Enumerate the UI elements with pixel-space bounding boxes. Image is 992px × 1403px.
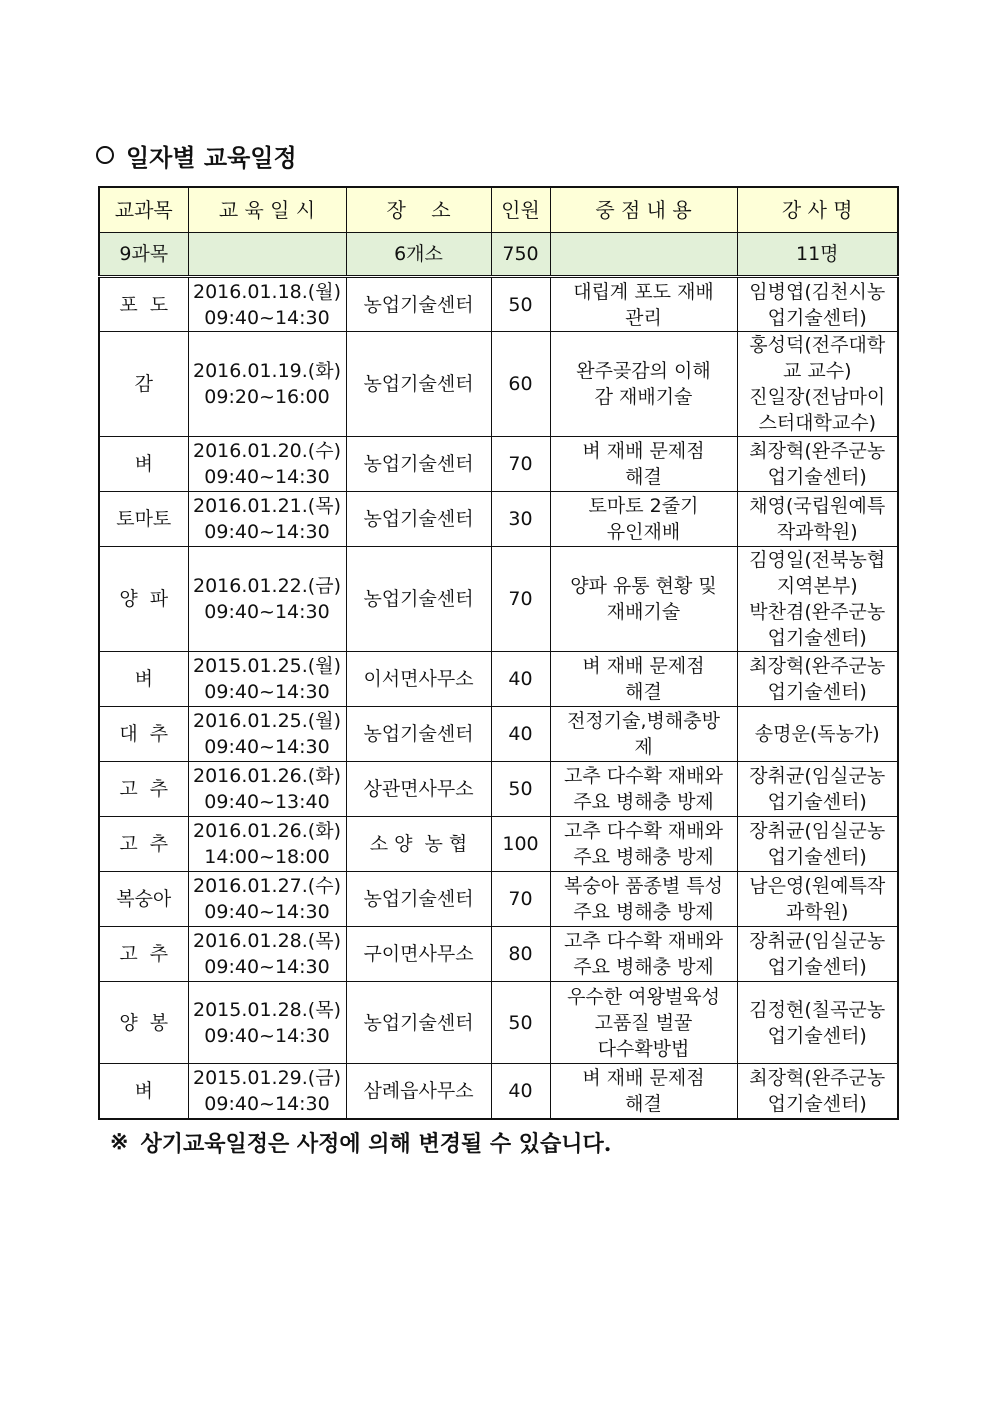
header-lecturer: 강 사 명 (737, 187, 898, 233)
content-line: 주요 병해충 방제 (573, 901, 714, 923)
content-cell (550, 707, 737, 762)
time-text: 09:40~14:30 (204, 736, 330, 758)
lecturer-line: 송명운(독농가) (754, 723, 880, 745)
lecturer-line: 업기술센터) (767, 1092, 867, 1115)
time-text: 09:40~14:30 (204, 956, 330, 978)
course-cell: 양 봉 (99, 982, 188, 1064)
header-place: 장 소 (346, 187, 491, 233)
time-text: 14:00~18:00 (204, 846, 330, 868)
content-line: 유인재배 (606, 521, 681, 543)
lecturer-cell (737, 707, 898, 762)
place-cell: 농업기술센터 (346, 547, 491, 652)
lecturer-cell (737, 547, 898, 652)
section-heading (96, 138, 297, 172)
content-line: 재배기술 (606, 601, 681, 623)
content-line: 해결 (625, 681, 662, 703)
course-cell: 감 (99, 332, 188, 437)
place-cell: 농업기술센터 (346, 707, 491, 762)
footer-note (110, 1124, 611, 1160)
place-cell: 상관면사무소 (346, 762, 491, 817)
count-cell: 60 (491, 332, 550, 437)
lecturer-cell (737, 437, 898, 492)
lecturer-line: 홍성덕(전주대학 (749, 334, 886, 356)
content-line: 양파 유통 현황 및 (570, 575, 717, 597)
table-row (99, 437, 898, 492)
lecturer-line: 스터대학교수) (758, 412, 877, 434)
content-cell (550, 492, 737, 547)
lecturer-cell (737, 1064, 898, 1119)
content-line: 감 재배기술 (594, 386, 693, 408)
lecturer-cell (737, 762, 898, 817)
header-datetime: 교 육 일 시 (188, 187, 346, 233)
header-row (99, 187, 898, 233)
lecturer-line: 남은영(원예특작 (749, 875, 886, 897)
place-cell: 소 양 농 협 (346, 817, 491, 872)
lecturer-line: 업기술센터) (767, 681, 867, 703)
course-cell: 벼 (99, 1064, 188, 1119)
content-line: 고추 다수확 재배와 (564, 820, 723, 842)
content-line: 고품질 벌꿀 (594, 1011, 693, 1034)
count-cell: 80 (491, 927, 550, 982)
content-line: 벼 재배 문제점 (582, 440, 705, 462)
content-cell (550, 437, 737, 492)
summary-count: 750 (491, 233, 550, 277)
circle-bullet-icon (96, 146, 114, 164)
lecturer-line: 박찬겸(완주군농 (749, 601, 886, 623)
datetime-cell (188, 332, 346, 437)
content-line: 다수확방법 (597, 1037, 690, 1060)
lecturer-line: 업기술센터) (767, 791, 867, 813)
date-text: 2015.01.28.(목) (192, 998, 341, 1021)
content-cell (550, 982, 737, 1064)
table-row (99, 707, 898, 762)
course-cell: 고 추 (99, 762, 188, 817)
lecturer-line: 교 교수) (782, 360, 852, 382)
table-row (99, 1064, 898, 1119)
table-row (99, 762, 898, 817)
datetime-cell (188, 652, 346, 707)
lecturer-line: 지역본부) (776, 575, 858, 597)
lecturer-line: 업기술센터) (767, 306, 867, 329)
time-text: 09:40~14:30 (204, 521, 330, 543)
time-text: 09:40~14:30 (204, 681, 330, 703)
count-cell: 70 (491, 437, 550, 492)
time-text: 09:40~14:30 (204, 1092, 330, 1115)
datetime-cell (188, 277, 346, 332)
table-row (99, 927, 898, 982)
content-cell (550, 652, 737, 707)
lecturer-line: 업기술센터) (767, 466, 867, 488)
lecturer-line: 김영일(전북농협 (749, 549, 886, 571)
place-cell: 농업기술센터 (346, 277, 491, 332)
datetime-cell (188, 982, 346, 1064)
course-cell: 벼 (99, 652, 188, 707)
course-cell: 벼 (99, 437, 188, 492)
date-text: 2016.01.22.(금) (192, 575, 341, 597)
lecturer-cell (737, 332, 898, 437)
lecturer-line: 과학원) (786, 901, 849, 923)
datetime-cell (188, 817, 346, 872)
table-row (99, 872, 898, 927)
time-text: 09:40~14:30 (204, 1024, 330, 1047)
time-text: 09:20~16:00 (204, 386, 330, 408)
course-cell: 양 파 (99, 547, 188, 652)
summary-place: 6개소 (346, 233, 491, 277)
content-line: 벼 재배 문제점 (582, 1066, 705, 1089)
summary-datetime (188, 233, 346, 277)
date-text: 2016.01.19.(화) (192, 360, 341, 382)
date-text: 2015.01.29.(금) (192, 1066, 341, 1089)
date-text: 2016.01.26.(화) (192, 765, 341, 787)
count-cell: 100 (491, 817, 550, 872)
lecturer-line: 최장혁(완주군농 (749, 655, 886, 677)
time-text: 09:40~13:40 (204, 791, 330, 813)
lecturer-line: 업기술센터) (767, 846, 867, 868)
count-cell: 70 (491, 547, 550, 652)
time-text: 09:40~14:30 (204, 466, 330, 488)
datetime-cell (188, 1064, 346, 1119)
content-cell (550, 1064, 737, 1119)
place-cell: 이서면사무소 (346, 652, 491, 707)
content-cell (550, 817, 737, 872)
content-line: 고추 다수확 재배와 (564, 930, 723, 952)
content-line: 완주곶감의 이해 (576, 360, 711, 382)
content-line: 우수한 여왕벌육성 (567, 985, 720, 1008)
content-line: 주요 병해충 방제 (573, 791, 714, 813)
lecturer-line: 업기술센터) (767, 627, 867, 649)
count-cell: 40 (491, 1064, 550, 1119)
count-cell: 50 (491, 762, 550, 817)
course-cell: 복숭아 (99, 872, 188, 927)
content-line: 고추 다수확 재배와 (564, 765, 723, 787)
content-line: 해결 (625, 466, 662, 488)
lecturer-line: 최장혁(완주군농 (749, 440, 886, 462)
content-cell (550, 927, 737, 982)
count-cell: 30 (491, 492, 550, 547)
date-text: 2016.01.20.(수) (192, 440, 341, 462)
content-cell (550, 762, 737, 817)
place-cell: 농업기술센터 (346, 437, 491, 492)
time-text: 09:40~14:30 (204, 601, 330, 623)
content-line: 전정기술,병해충방 (567, 710, 720, 732)
course-cell: 고 추 (99, 817, 188, 872)
lecturer-cell (737, 982, 898, 1064)
content-line: 토마토 2줄기 (588, 495, 699, 517)
course-cell: 토마토 (99, 492, 188, 547)
lecturer-cell (737, 492, 898, 547)
lecturer-line: 장취균(임실군농 (749, 765, 886, 787)
table-row (99, 652, 898, 707)
date-text: 2016.01.21.(목) (192, 495, 341, 517)
date-text: 2016.01.27.(수) (192, 875, 341, 897)
header-course: 교과목 (99, 187, 188, 233)
place-cell: 농업기술센터 (346, 332, 491, 437)
section-title: 일자별 교육일정 (126, 142, 297, 172)
course-cell: 대 추 (99, 707, 188, 762)
course-cell: 고 추 (99, 927, 188, 982)
content-cell (550, 277, 737, 332)
lecturer-cell (737, 652, 898, 707)
summary-lecturer: 11명 (737, 233, 898, 277)
date-text: 2016.01.26.(화) (192, 820, 341, 842)
lecturer-line: 작과학원) (776, 521, 858, 543)
count-cell: 50 (491, 982, 550, 1064)
lecturer-cell (737, 277, 898, 332)
count-cell: 50 (491, 277, 550, 332)
header-content: 중 점 내 용 (550, 187, 737, 233)
count-cell: 40 (491, 707, 550, 762)
lecturer-line: 업기술센터) (767, 1024, 867, 1047)
date-text: 2016.01.25.(월) (192, 710, 341, 732)
date-text: 2016.01.28.(목) (192, 930, 341, 952)
lecturer-line: 김정현(칠곡군농 (749, 998, 886, 1021)
content-line: 벼 재배 문제점 (582, 655, 705, 677)
course-cell: 포 도 (99, 277, 188, 332)
footer-note-text: 상기교육일정은 사정에 의해 변경될 수 있습니다. (140, 1130, 612, 1157)
date-text: 2016.01.18.(월) (192, 280, 341, 303)
datetime-cell (188, 927, 346, 982)
table-row (99, 277, 898, 332)
lecturer-cell (737, 872, 898, 927)
lecturer-line: 장취균(임실군농 (749, 930, 886, 952)
date-text: 2015.01.25.(월) (192, 655, 341, 677)
lecturer-line: 임병엽(김천시농 (749, 280, 886, 303)
table-row (99, 492, 898, 547)
datetime-cell (188, 437, 346, 492)
lecturer-line: 장취균(임실군농 (749, 820, 886, 842)
count-cell: 40 (491, 652, 550, 707)
header-count: 인원 (491, 187, 550, 233)
lecturer-cell (737, 927, 898, 982)
count-cell: 70 (491, 872, 550, 927)
datetime-cell (188, 707, 346, 762)
content-line: 대립계 포도 재배 (573, 280, 714, 303)
datetime-cell (188, 872, 346, 927)
reference-mark: ※ (110, 1129, 129, 1155)
content-cell (550, 332, 737, 437)
table-row (99, 547, 898, 652)
time-text: 09:40~14:30 (204, 306, 330, 329)
content-line: 주요 병해충 방제 (573, 956, 714, 978)
table-row (99, 982, 898, 1064)
schedule-table (98, 186, 899, 1120)
summary-row (99, 233, 898, 277)
summary-course: 9과목 (99, 233, 188, 277)
place-cell: 삼례읍사무소 (346, 1064, 491, 1119)
content-line: 복숭아 품종별 특성 (564, 875, 723, 897)
content-cell (550, 872, 737, 927)
content-line: 관리 (625, 306, 662, 329)
table-row (99, 332, 898, 437)
place-cell: 농업기술센터 (346, 982, 491, 1064)
place-cell: 농업기술센터 (346, 492, 491, 547)
place-cell: 농업기술센터 (346, 872, 491, 927)
lecturer-line: 업기술센터) (767, 956, 867, 978)
summary-content (550, 233, 737, 277)
content-line: 주요 병해충 방제 (573, 846, 714, 868)
content-cell (550, 547, 737, 652)
datetime-cell (188, 492, 346, 547)
lecturer-line: 채영(국립원예특 (749, 495, 886, 517)
content-line: 제 (634, 736, 653, 758)
datetime-cell (188, 547, 346, 652)
table-row (99, 817, 898, 872)
place-cell: 구이면사무소 (346, 927, 491, 982)
content-line: 해결 (625, 1092, 662, 1115)
time-text: 09:40~14:30 (204, 901, 330, 923)
lecturer-line: 진일장(전남마이 (749, 386, 886, 408)
lecturer-line: 최장혁(완주군농 (749, 1066, 886, 1089)
datetime-cell (188, 762, 346, 817)
lecturer-cell (737, 817, 898, 872)
